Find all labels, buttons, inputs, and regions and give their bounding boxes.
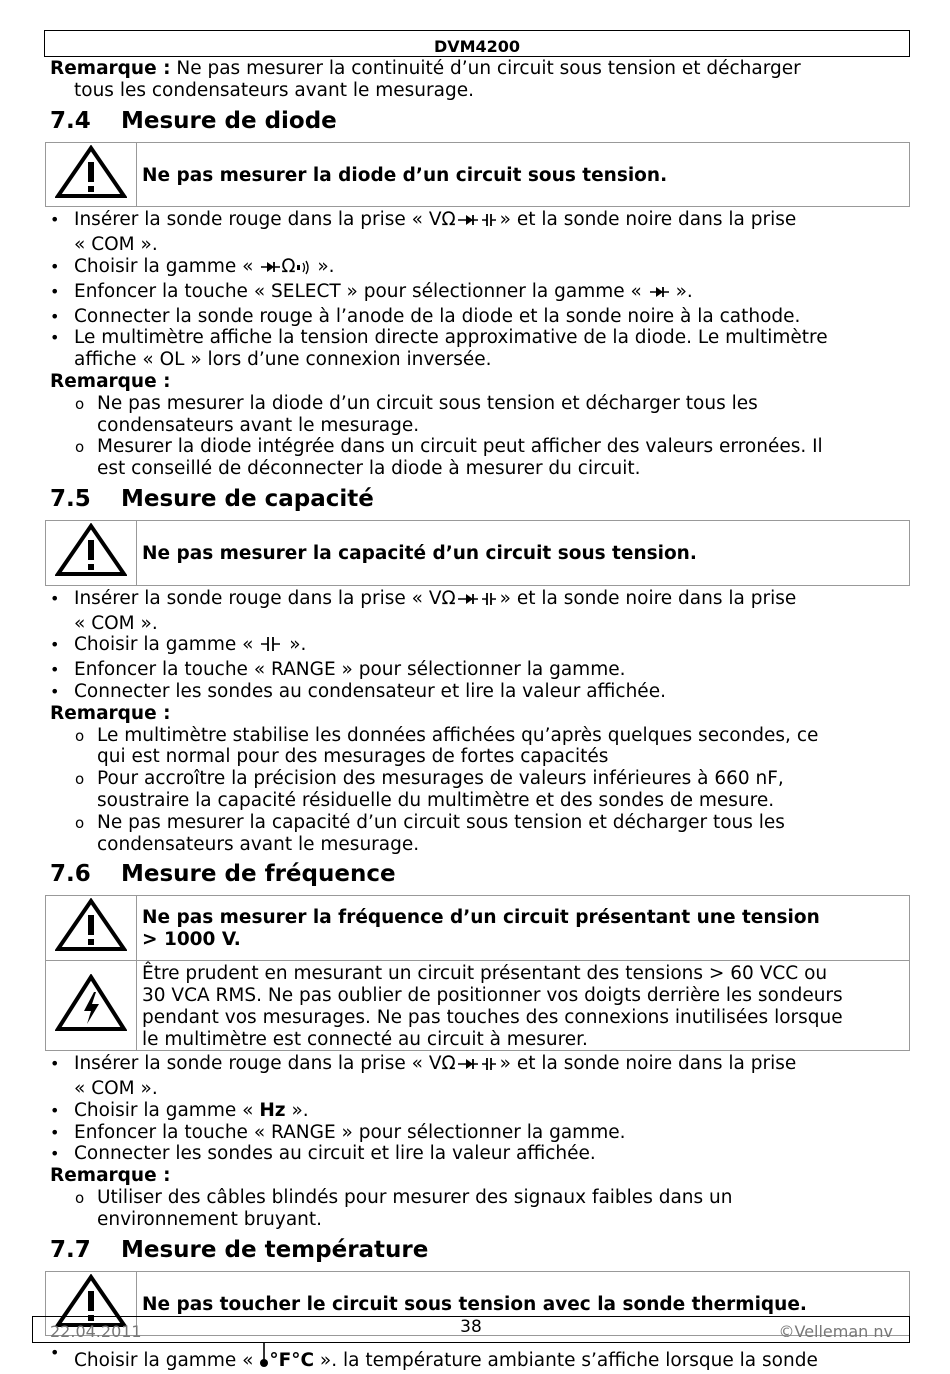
bullet-list-7-5 xyxy=(50,588,910,703)
item-text-line2: affiche « OL » lors d’une connexion inversée. xyxy=(74,349,492,371)
list-item: • Connecter les sondes au circuit et lire la valeur affichée. xyxy=(50,1143,910,1165)
footer-date: 22.04.2011 xyxy=(50,1322,142,1341)
warning-line: Ne pas mesurer la fréquence d’un circuit présentant une tension xyxy=(142,907,820,929)
item-text: » et la sonde noire dans la prise xyxy=(499,209,797,231)
item-text: Insérer la sonde rouge dans la prise « VΩ xyxy=(74,1053,456,1075)
warning-icon xyxy=(46,520,137,585)
section-heading-7-7 xyxy=(50,1235,910,1265)
caution-text xyxy=(137,961,910,1051)
item-text-line2: « COM ». xyxy=(74,234,158,256)
list-item xyxy=(50,281,910,306)
item-text: ». xyxy=(311,255,335,277)
item-text: Mesurer la diode intégrée dans un circuit peut afficher des valeurs erronées. Il xyxy=(97,436,823,458)
list-item: • Connecter les sondes au condensateur et lire la valeur affichée. xyxy=(50,681,910,703)
page-number: 38 xyxy=(460,1317,482,1337)
item-text: » et la sonde noire dans la prise xyxy=(499,1053,797,1075)
diode-capacitor-icon xyxy=(456,1056,500,1078)
section-heading-7-6 xyxy=(50,859,910,889)
note-label: Remarque : xyxy=(50,1165,171,1187)
item-text: Choisir la gamme « xyxy=(74,255,260,277)
item-text-line2: qui est normal pour des mesurages de fortes capacités xyxy=(97,746,609,768)
item-text-line2: condensateurs avant le mesurage. xyxy=(97,414,420,436)
caution-line: pendant vos mesurages. Ne pas touches des connexions inutilisées lorsque xyxy=(142,1006,843,1028)
warning-box-7-4 xyxy=(45,142,910,208)
item-text: Enfoncer la touche « SELECT » pour sélectionner la gamme « xyxy=(74,280,648,302)
bullet-list-7-6 xyxy=(50,1053,910,1165)
list-item xyxy=(50,1053,910,1100)
section-title: Mesure de fréquence xyxy=(121,861,396,888)
list-item xyxy=(50,634,910,659)
section-number: 7.4 xyxy=(50,107,91,134)
warning-icon xyxy=(46,896,137,961)
note-label: Remarque : xyxy=(50,702,171,724)
item-text-line2: est conseillé de déconnecter la diode à mesurer du circuit. xyxy=(97,458,641,480)
warning-text: Ne pas toucher le circuit sous tension avec la sonde thermique. xyxy=(137,1271,910,1336)
item-text: Ne pas mesurer la capacité d’un circuit sous tension et décharger tous les xyxy=(97,811,785,833)
note-text: Ne pas mesurer la continuité d’un circuit sous tension et décharger xyxy=(170,58,801,79)
warning-text: Ne pas mesurer la capacité d’un circuit sous tension. xyxy=(137,520,910,585)
item-text: ». la température ambiante s’affiche lorsque la sonde xyxy=(314,1350,818,1372)
warning-box-7-5 xyxy=(45,520,910,586)
section-number: 7.7 xyxy=(50,1236,91,1263)
list-item xyxy=(50,327,910,371)
item-text: Pour accroître la précision des mesurages de valeurs inférieures à 660 nF, xyxy=(97,768,784,790)
diode-icon xyxy=(259,259,281,281)
caution-line: Être prudent en mesurant un circuit présentant des tensions > 60 VCC ou xyxy=(142,963,828,985)
item-text: » et la sonde noire dans la prise xyxy=(499,587,797,609)
note-list-7-5 xyxy=(50,725,910,856)
list-item xyxy=(50,256,910,281)
section-heading-7-4 xyxy=(50,106,910,136)
page-content xyxy=(50,58,910,1374)
list-item xyxy=(97,1187,910,1231)
list-item: • Enfoncer la touche « RANGE » pour sélectionner la gamme. xyxy=(50,659,910,681)
document-header xyxy=(44,30,910,57)
note-list-7-4 xyxy=(50,393,910,480)
diode-capacitor-icon xyxy=(456,212,500,234)
bullet-list-7-4 xyxy=(50,209,910,371)
item-text-line2: « COM ». xyxy=(74,612,158,634)
item-text: Le multimètre stabilise les données affichées qu’après quelques secondes, ce xyxy=(97,724,819,746)
list-item xyxy=(97,393,910,437)
list-item xyxy=(97,812,910,856)
section-number: 7.6 xyxy=(50,861,91,888)
item-text: ». xyxy=(283,634,307,656)
item-text: Choisir la gamme « xyxy=(74,1099,260,1121)
document-footer xyxy=(32,1316,910,1343)
note-list-7-6 xyxy=(50,1187,910,1231)
section-title: Mesure de capacité xyxy=(121,485,374,512)
note-text-line2: tous les condensateurs avant le mesurage. xyxy=(74,79,474,101)
warning-text xyxy=(137,896,910,961)
item-text-line2: soustraire la capacité résiduelle du multimètre et des sondes de mesure. xyxy=(97,789,775,811)
warning-icon xyxy=(46,142,137,207)
item-text: ». xyxy=(285,1099,309,1121)
list-item xyxy=(50,209,910,256)
item-text: Insérer la sonde rouge dans la prise « VΩ xyxy=(74,587,456,609)
list-item xyxy=(97,436,910,480)
thermometer-icon xyxy=(259,1342,269,1374)
item-text-bold: °F°C xyxy=(269,1350,315,1372)
list-item xyxy=(50,588,910,635)
footer-copyright: ©Velleman nv xyxy=(778,1322,893,1341)
list-item xyxy=(97,725,910,769)
item-text: Utiliser des câbles blindés pour mesurer des signaux faibles dans un xyxy=(97,1187,733,1209)
item-text: Choisir la gamme « xyxy=(74,1350,260,1372)
caution-line: le multimètre est connecté au circuit à mesurer. xyxy=(142,1028,588,1050)
item-text-line2: condensateurs avant le mesurage. xyxy=(97,833,420,855)
item-text-bold: Hz xyxy=(259,1099,286,1121)
list-item xyxy=(97,768,910,812)
bullet-list-7-7 xyxy=(50,1342,910,1374)
section-title: Mesure de température xyxy=(121,1236,429,1263)
header-title: DVM4200 xyxy=(433,37,521,56)
continuity-icon xyxy=(295,259,311,281)
item-text: Insérer la sonde rouge dans la prise « VΩ xyxy=(74,209,456,231)
item-text-line2: environnement bruyant. xyxy=(97,1208,323,1230)
list-item: • Connecter la sonde rouge à l’anode de la diode et la sonde noire à la cathode. xyxy=(50,306,910,328)
note-label: Remarque : xyxy=(50,58,171,79)
item-text: Ne pas mesurer la diode d’un circuit sous tension et décharger tous les xyxy=(97,392,758,414)
item-text: Le multimètre affiche la tension directe approximative de la diode. Le multimètre xyxy=(74,327,828,349)
warning-line: > 1000 V. xyxy=(142,929,241,951)
item-text: Choisir la gamme « xyxy=(74,634,260,656)
high-voltage-icon xyxy=(46,961,137,1051)
warning-text: Ne pas mesurer la diode d’un circuit sous tension. xyxy=(137,142,910,207)
caution-line: 30 VCA RMS. Ne pas oublier de positionner vos doigts derrière les sondeurs xyxy=(142,984,843,1006)
note-label: Remarque : xyxy=(50,370,171,392)
section-title: Mesure de diode xyxy=(121,107,337,134)
intro-note xyxy=(50,58,910,102)
item-text: Ω xyxy=(281,255,296,277)
warning-box-7-6 xyxy=(45,895,910,1051)
diode-icon xyxy=(648,284,670,306)
capacitor-icon xyxy=(259,635,283,659)
list-item xyxy=(50,1342,910,1374)
section-number: 7.5 xyxy=(50,485,91,512)
item-text-line2: « COM ». xyxy=(74,1078,158,1100)
item-text: ». xyxy=(669,280,693,302)
list-item xyxy=(50,1100,910,1122)
section-heading-7-5 xyxy=(50,484,910,514)
diode-capacitor-icon xyxy=(456,591,500,613)
list-item: • Enfoncer la touche « RANGE » pour sélectionner la gamme. xyxy=(50,1122,910,1144)
